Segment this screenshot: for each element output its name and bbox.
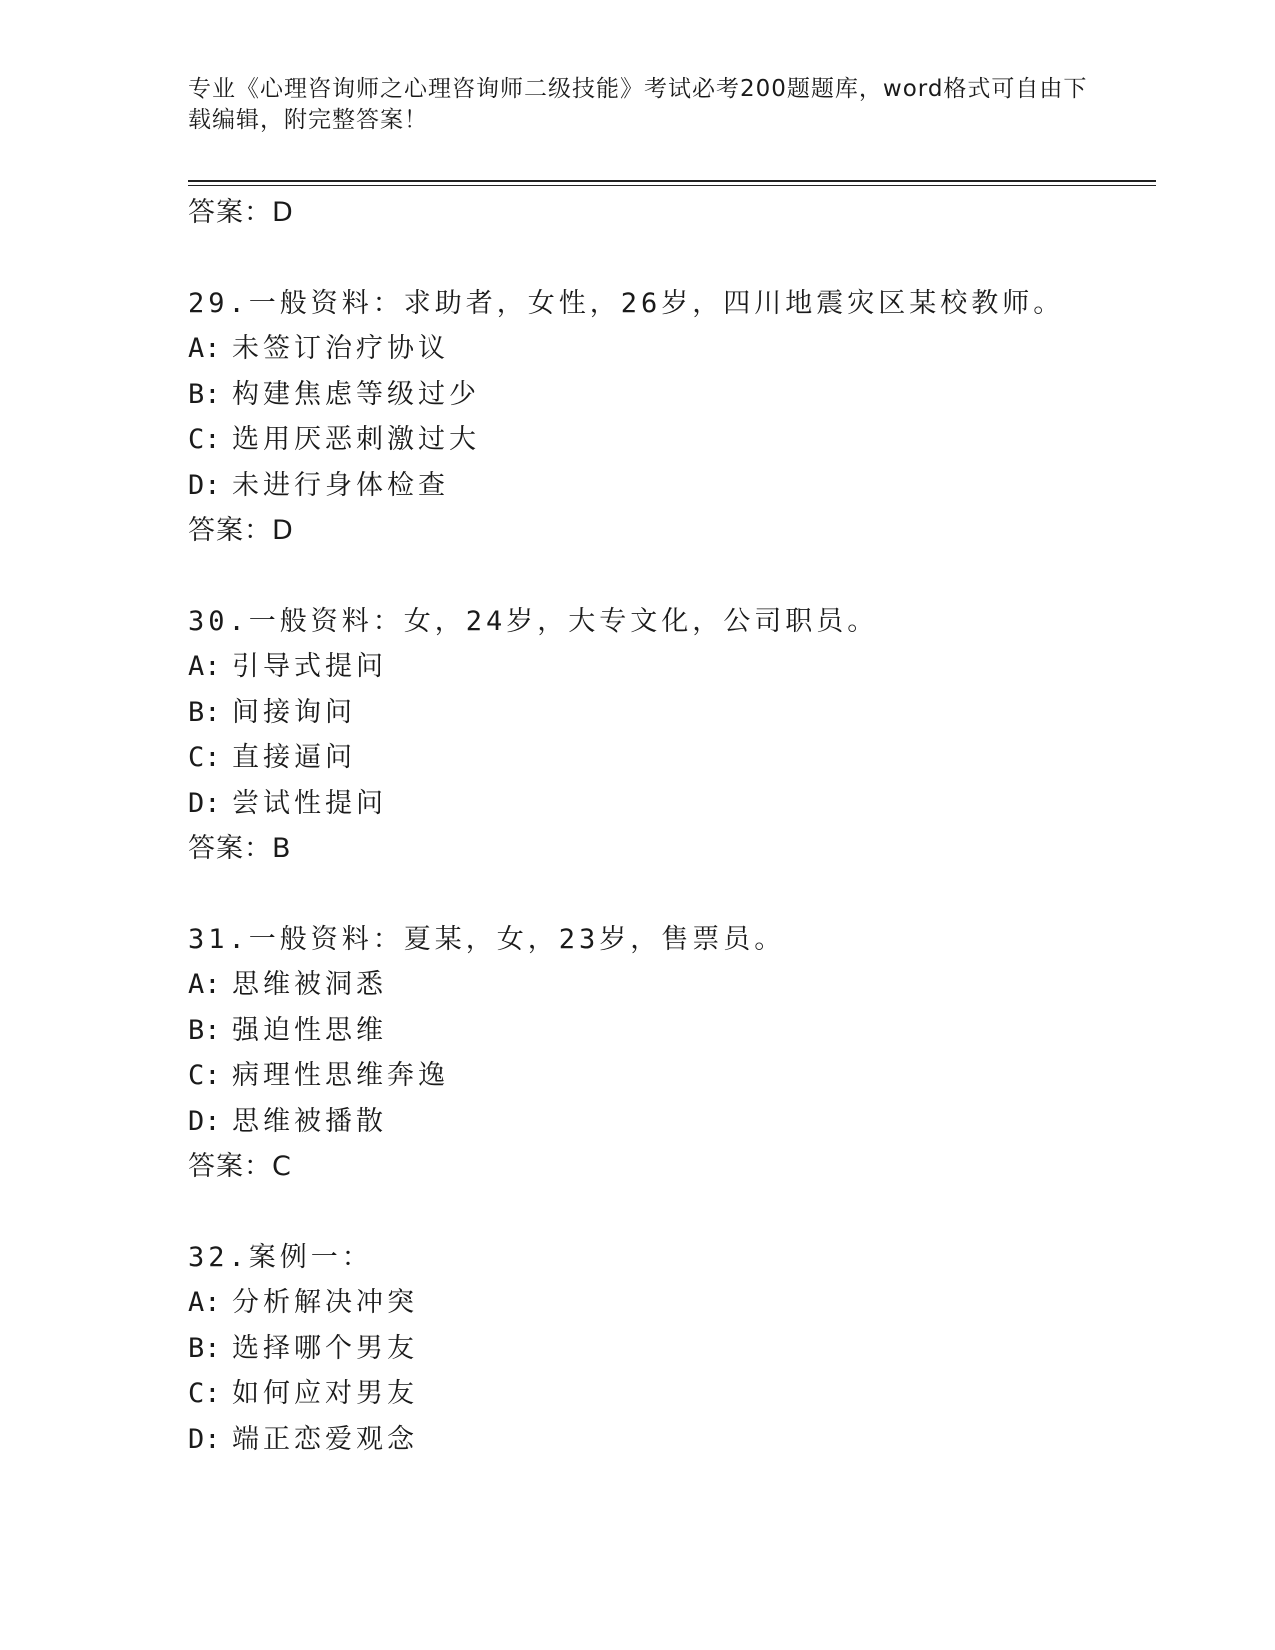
- option-c: [188, 417, 1156, 463]
- option-letter: D:: [188, 1423, 221, 1455]
- option-a: [188, 1280, 1156, 1326]
- spacer: [188, 1190, 1156, 1235]
- option-text: 强迫性思维: [232, 1014, 387, 1046]
- option-letter: D:: [188, 1105, 221, 1137]
- question-block: [188, 1235, 1156, 1463]
- option-text: 未签订治疗协议: [232, 333, 449, 364]
- option-text: 构建焦虑等级过少: [232, 378, 480, 410]
- option-text: 尝试性提问: [232, 787, 387, 819]
- question-block: [188, 917, 1156, 1190]
- option-text: 选用厌恶刺激过大: [232, 424, 480, 455]
- header-note: 专业《心理咨询师之心理咨询师二级技能》考试必考200题题库，word格式可自由下载编辑，附完整答案！: [188, 76, 1088, 133]
- option-letter: B:: [188, 378, 221, 410]
- option-letter: A:: [188, 333, 221, 364]
- option-letter: C:: [188, 424, 221, 455]
- option-a: [188, 962, 1156, 1008]
- previous-answer: 答案：D: [188, 197, 294, 228]
- option-letter: C:: [188, 1378, 221, 1409]
- option-d: [188, 463, 1156, 509]
- question-stem: 29.一般资料：求助者，女性，26岁，四川地震灾区某校教师。: [188, 287, 1065, 319]
- option-letter: B:: [188, 1332, 221, 1364]
- option-b: [188, 690, 1156, 736]
- answer-line: 答案：D: [188, 515, 294, 546]
- answer-line: 答案：B: [188, 833, 292, 864]
- option-letter: B:: [188, 696, 221, 728]
- option-text: 选择哪个男友: [232, 1332, 418, 1364]
- option-c: [188, 1371, 1156, 1417]
- option-text: 思维被洞悉: [232, 969, 387, 1000]
- option-letter: D:: [188, 787, 221, 819]
- option-a: [188, 644, 1156, 690]
- option-b: [188, 1008, 1156, 1054]
- option-text: 端正恋爱观念: [232, 1423, 418, 1455]
- option-text: 引导式提问: [232, 651, 387, 682]
- spacer: [188, 236, 1156, 281]
- answer-line: 答案：C: [188, 1151, 292, 1182]
- header-divider: [188, 180, 1156, 186]
- option-d: [188, 1417, 1156, 1463]
- question-stem: 32.案例一：: [188, 1241, 373, 1273]
- question-stem: 30.一般资料：女，24岁，大专文化，公司职员。: [188, 605, 879, 637]
- option-text: 病理性思维奔逸: [232, 1060, 449, 1091]
- question-block: [188, 599, 1156, 872]
- option-d: [188, 1099, 1156, 1145]
- option-b: [188, 372, 1156, 418]
- option-text: 直接逼问: [232, 742, 356, 773]
- option-letter: C:: [188, 742, 221, 773]
- option-letter: A:: [188, 651, 221, 682]
- option-letter: A:: [188, 969, 221, 1000]
- option-text: 思维被播散: [232, 1105, 387, 1137]
- option-text: 未进行身体检查: [232, 469, 449, 501]
- option-text: 分析解决冲突: [232, 1287, 418, 1318]
- option-letter: D:: [188, 469, 221, 501]
- option-d: [188, 781, 1156, 827]
- option-text: 间接询问: [232, 696, 356, 728]
- option-b: [188, 1326, 1156, 1372]
- question-block: [188, 281, 1156, 554]
- question-list: [188, 190, 1156, 1462]
- option-c: [188, 735, 1156, 781]
- option-text: 如何应对男友: [232, 1378, 418, 1409]
- option-a: [188, 326, 1156, 372]
- question-stem: 31.一般资料：夏某，女，23岁，售票员。: [188, 923, 786, 955]
- spacer: [188, 872, 1156, 917]
- option-c: [188, 1053, 1156, 1099]
- option-letter: C:: [188, 1060, 221, 1091]
- spacer: [188, 554, 1156, 599]
- option-letter: B:: [188, 1014, 221, 1046]
- option-letter: A:: [188, 1287, 221, 1318]
